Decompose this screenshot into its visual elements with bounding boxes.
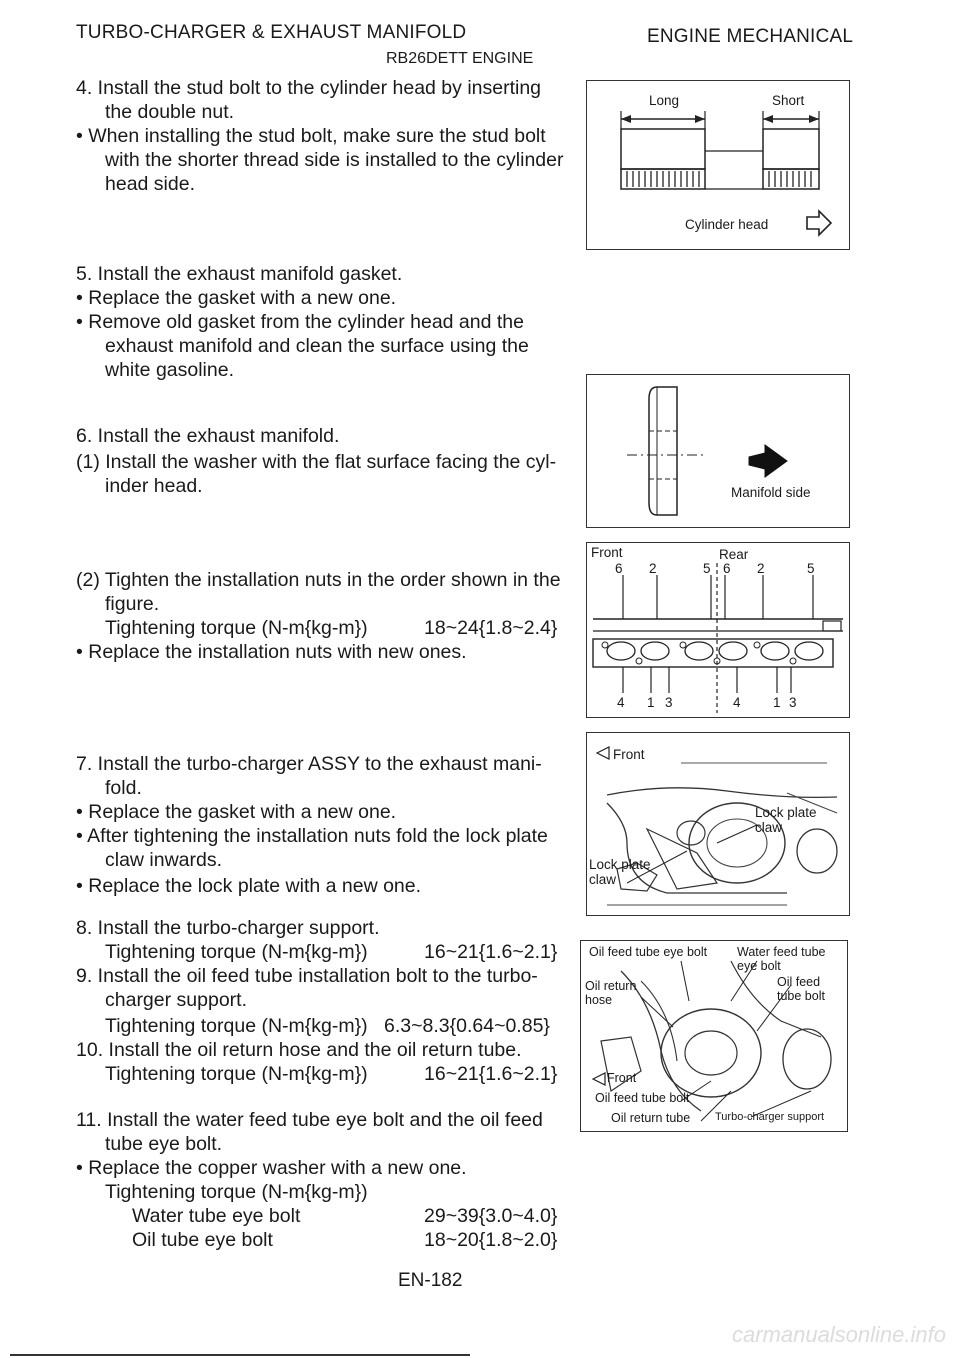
step-4-text-cont: the double nut. — [105, 101, 235, 123]
lock-plate-claw-label: Lock plate claw — [755, 805, 817, 835]
step-8-text: 8. Install the turbo-charger support. — [76, 917, 380, 939]
oil-return-hose-label: Oil return hose — [585, 979, 637, 1007]
page-number: EN-182 — [398, 1270, 463, 1291]
turbo-charger-support-label: Turbo-charger support — [715, 1111, 825, 1123]
washer-drawing — [587, 375, 849, 527]
step-6-text: 6. Install the exhaust manifold. — [76, 425, 340, 447]
oil-feed-tube-bolt-label-2: Oil feed tube bolt — [595, 1091, 690, 1105]
step-6-sub1-cont: inder head. — [105, 475, 203, 497]
step-4-bullet-cont: with the shorter thread side is installed to the cylinder — [105, 149, 564, 171]
order-number: 4 — [617, 695, 625, 710]
tightening-order-figure — [586, 542, 850, 718]
torque-value: 16~21{1.6~2.1} — [424, 1063, 558, 1085]
order-number: 6 — [615, 561, 623, 576]
oil-feed-tube-bolt-label: Oil feed tube bolt — [777, 975, 825, 1003]
water-tube-value: 29~39{3.0~4.0} — [424, 1205, 558, 1227]
torque-value: 16~21{1.6~2.1} — [424, 941, 558, 963]
step-4-bullet: • When installing the stud bolt, make sure the stud bolt — [76, 125, 546, 147]
oil-tube-label: Oil tube eye bolt — [132, 1229, 273, 1251]
step-7-text-cont: fold. — [105, 777, 142, 799]
rear-label: Rear — [719, 547, 749, 562]
step-4-bullet-cont: head side. — [105, 173, 195, 195]
front-label: Front — [613, 747, 645, 762]
step-7-bullet: • Replace the lock plate with a new one. — [76, 875, 422, 897]
step-9-text: 9. Install the oil feed tube installation bolt to the turbo- — [76, 965, 538, 987]
oil-feed-tube-eye-bolt-label: Oil feed tube eye bolt — [589, 945, 708, 959]
manifold-side-caption: Manifold side — [731, 485, 811, 500]
lock-plate-claw-label: Lock plate claw — [589, 857, 651, 887]
washer-figure — [586, 374, 850, 528]
water-feed-tube-eye-bolt-label: Water feed tube eye bolt — [737, 945, 826, 973]
order-number: 3 — [789, 695, 797, 710]
torque-value: 18~24{1.8~2.4} — [424, 617, 558, 639]
front-label: Front — [607, 1071, 637, 1085]
step-5-bullet-cont: exhaust manifold and clean the surface using the — [105, 335, 529, 357]
long-label: Long — [649, 93, 680, 108]
front-label: Front — [591, 545, 623, 560]
engine-subtitle: RB26DETT ENGINE — [386, 50, 534, 67]
step-6-sub2-cont: figure. — [105, 593, 160, 615]
step-4-text: 4. Install the stud bolt to the cylinder head by inserting — [76, 77, 542, 99]
stud-bolt-figure — [586, 80, 850, 250]
step-11-bullet: • Replace the copper washer with a new one. — [76, 1157, 467, 1179]
order-number: 1 — [773, 695, 781, 710]
watermark: carmanualsonline.info — [731, 1322, 946, 1347]
order-number: 3 — [665, 695, 673, 710]
step-10-text: 10. Install the oil return hose and the oil return tube. — [76, 1039, 522, 1061]
order-number: 1 — [647, 695, 655, 710]
water-tube-label: Water tube eye bolt — [132, 1205, 301, 1227]
step-11-text: 11. Install the water feed tube eye bolt and the oil feed — [76, 1109, 543, 1131]
lock-plate-figure — [586, 732, 850, 916]
order-number: 4 — [733, 695, 741, 710]
footer-rule — [10, 1354, 470, 1356]
chapter-title: ENGINE MECHANICAL — [647, 26, 854, 47]
section-title: TURBO-CHARGER & EXHAUST MANIFOLD — [76, 22, 467, 43]
step-7-bullet-cont: claw inwards. — [105, 849, 223, 871]
cylinder-head-caption: Cylinder head — [685, 217, 769, 232]
step-7-bullet: • Replace the gasket with a new one. — [76, 801, 397, 823]
order-number: 2 — [757, 561, 765, 576]
torque-label: Tightening torque (N-m{kg-m}) — [105, 1181, 368, 1203]
oil-tube-value: 18~20{1.8~2.0} — [424, 1229, 558, 1251]
step-5-bullet: • Replace the gasket with a new one. — [76, 287, 397, 309]
torque-label: Tightening torque (N-m{kg-m}) — [105, 1015, 368, 1037]
step-7-bullet: • After tightening the installation nuts fold the lock plate — [76, 825, 548, 847]
torque-value: 6.3~8.3{0.64~0.85} — [384, 1015, 550, 1037]
step-5-text: 5. Install the exhaust manifold gasket. — [76, 263, 403, 285]
step-11-text-cont: tube eye bolt. — [105, 1133, 223, 1155]
turbo-charger-figure — [580, 940, 848, 1132]
step-5-bullet: • Remove old gasket from the cylinder head and the — [76, 311, 524, 333]
step-6-bullet: • Replace the installation nuts with new ones. — [76, 641, 467, 663]
order-number: 5 — [807, 561, 815, 576]
order-number: 6 — [723, 561, 731, 576]
step-9-text-cont: charger support. — [105, 989, 247, 1011]
step-6-sub2: (2) Tighten the installation nuts in the order shown in the — [76, 569, 561, 591]
order-number: 2 — [649, 561, 657, 576]
oil-return-tube-label: Oil return tube — [611, 1111, 691, 1125]
step-6-sub1: (1) Install the washer with the flat surface facing the cyl- — [76, 451, 557, 473]
step-5-bullet-cont: white gasoline. — [105, 359, 234, 381]
torque-label: Tightening torque (N-m{kg-m}) — [105, 1063, 368, 1085]
step-7-text: 7. Install the turbo-charger ASSY to the exhaust mani- — [76, 753, 542, 775]
order-number: 5 — [703, 561, 711, 576]
short-label: Short — [772, 93, 805, 108]
torque-label: Tightening torque (N-m{kg-m}) — [105, 617, 368, 639]
torque-label: Tightening torque (N-m{kg-m}) — [105, 941, 368, 963]
